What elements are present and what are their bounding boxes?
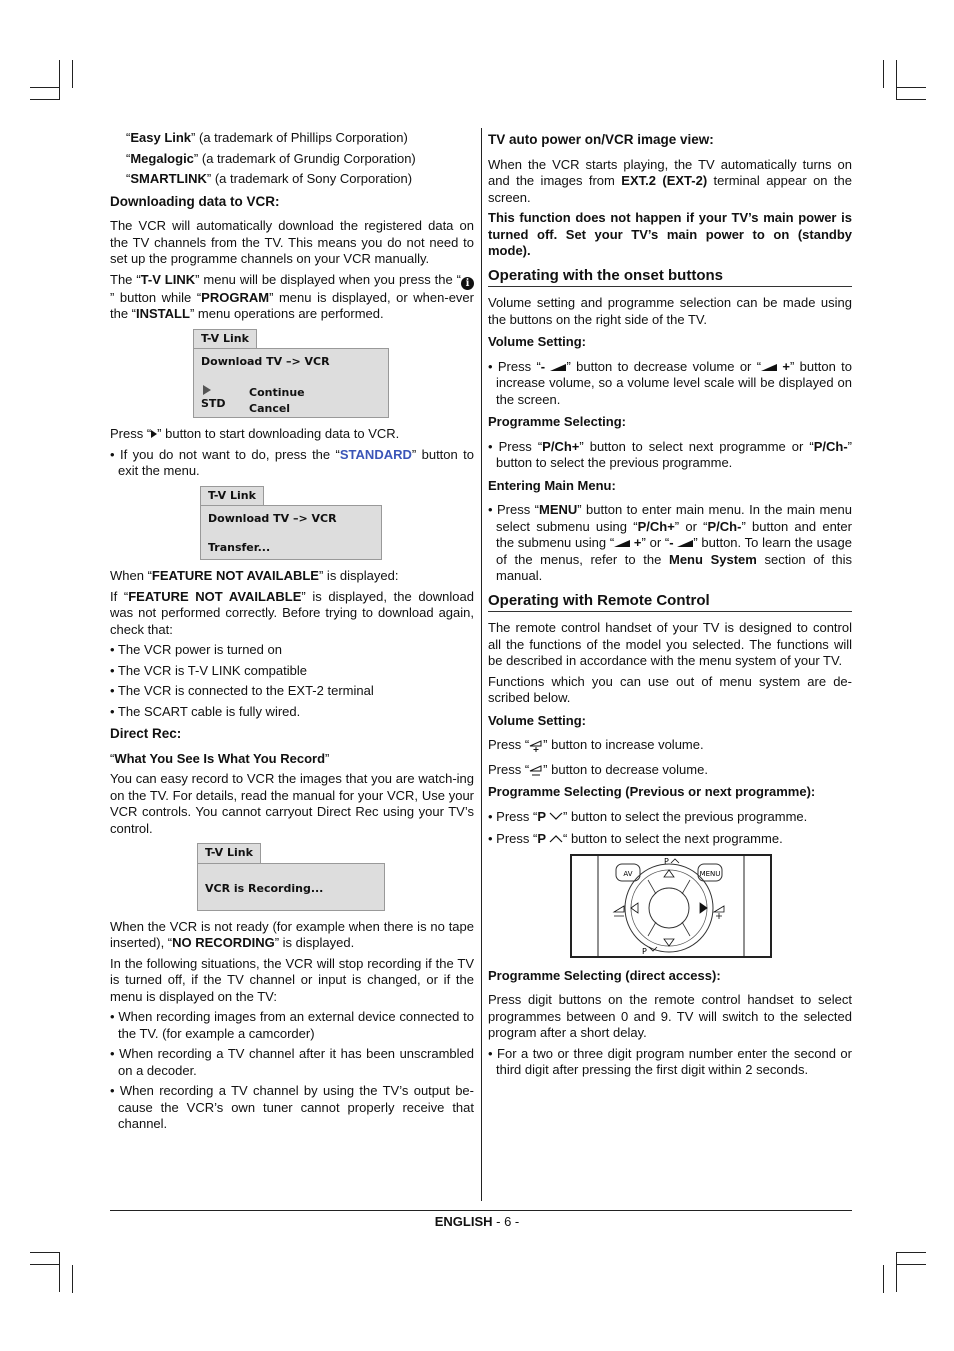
section-heading: Operating with the onset buttons (488, 268, 852, 288)
subheading: Programme Selecting (Previous or next programme): (488, 784, 816, 799)
section-heading: Direct Rec: (110, 726, 182, 741)
subheading: Programme Selecting: (488, 414, 626, 429)
crop-mark (896, 1264, 926, 1265)
osd-vcr-recording (197, 843, 385, 911)
subheading: Volume Setting: (488, 712, 586, 728)
paragraph: Press “ ” button to increase volume. (488, 737, 704, 752)
footer-rule (110, 1210, 852, 1211)
bullet-item: • Press “P/Ch+” button to select next programme or “P/Ch-” button to select the previous programme. (488, 438, 852, 470)
bullet-item: • The SCART cable is fully wired. (110, 703, 301, 719)
osd-tvlink-transfer (200, 486, 382, 561)
osd-line: Transfer... (208, 540, 271, 554)
chevron-up-icon (671, 859, 679, 863)
paragraph: Volume setting and programme selection can be made using the buttons on the right side of the TV. (488, 295, 852, 327)
section-heading: TV auto power on/VCR image view: (488, 132, 714, 147)
osd-panel (200, 505, 382, 560)
arrow-down-icon (664, 939, 674, 946)
bullet-item: • Press “P “ button to select the next programme. (488, 831, 783, 846)
chevron-down-icon (549, 812, 563, 821)
osd-tvlink-download (193, 329, 389, 419)
av-label: AV (623, 869, 633, 878)
paragraph-bold: This function does not happen if your TV’s main power is turned off. Set your TV’s main power to on (standby mode). (488, 210, 852, 258)
trademark-line: “SMARTLINK” (a trademark of Sony Corporation) (126, 171, 413, 186)
osd-tab: T-V Link (197, 843, 261, 863)
crop-mark (896, 1252, 926, 1253)
volume-wedge-icon (677, 540, 693, 547)
paragraph: Press “ ” button to start downloading data to VCR. (110, 426, 400, 441)
arrow-left-icon (631, 903, 638, 913)
subheading: Volume Setting: (488, 334, 586, 349)
crop-mark (883, 1265, 884, 1293)
subheading: Entering Main Menu: (488, 477, 616, 493)
osd-panel (193, 348, 389, 418)
crop-mark (59, 1252, 60, 1292)
crop-mark (30, 99, 60, 100)
osd-std: STD (201, 396, 226, 410)
bullet-item: • The VCR is connected to the EXT-2 terminal (110, 683, 374, 698)
bullet-item: • When recording a TV channel after it has been unscrambled on a decoder. (110, 1046, 474, 1078)
crop-mark (896, 87, 926, 88)
crop-mark (896, 1252, 897, 1292)
osd-line: VCR is Recording... (205, 881, 324, 895)
volume-up-icon (529, 738, 543, 752)
osd-tab: T-V Link (200, 486, 264, 506)
crop-mark (72, 1265, 73, 1293)
arrow-up-icon (664, 870, 674, 877)
p-up-label: P (664, 856, 669, 866)
remote-control-illustration (570, 854, 772, 958)
left-column (110, 130, 474, 1137)
volume-down-icon (529, 763, 543, 777)
bullet-item: • The VCR is T-V LINK compatible (110, 662, 307, 678)
crop-mark (30, 1252, 60, 1253)
paragraph: In the following situations, the VCR will stop recording if the TV is turned off, if the TV channel or input is changed, or if the menu is displayed on the TV: (110, 955, 474, 1004)
crop-mark (72, 60, 73, 88)
bullet-item: • The VCR power is turned on (110, 642, 282, 657)
crop-mark (30, 1264, 60, 1265)
crop-mark (59, 60, 60, 100)
paragraph: “What You See Is What You Record” (110, 750, 330, 766)
bullet-item: • Press “MENU” button to enter main menu. In the main menu select submenu using “P/Ch+” or “P/Ch-” button and enter the submenu using “ +” or “- ” button. To learn the usage of the menus, refer to the Menu System section of this manual. (488, 502, 852, 583)
paragraph: Press “ ” button to decrease volume. (488, 761, 708, 777)
p-down-label: P (642, 946, 647, 956)
paragraph: The “T-V LINK” menu will be displayed when you press the “ i” button while “PROGRAM” menu is displayed, or when-ever the “INSTALL” menu operations are performed. (110, 271, 474, 321)
subheading: Programme Selecting (direct access): (488, 967, 721, 983)
section-heading: Operating with Remote Control (488, 593, 852, 613)
crop-mark (30, 87, 60, 88)
osd-cancel: Cancel (249, 402, 291, 415)
bullet-item: • If you do not want to do, press the “STANDARD” button to exit the menu. (110, 446, 474, 478)
column-divider (481, 128, 482, 1201)
right-column (488, 130, 852, 1083)
crop-mark (896, 99, 926, 100)
osd-option-labels (249, 383, 305, 418)
bullet-item: • When recording images from an external device connected to the TV. (for example a camcorder) (110, 1009, 474, 1041)
volume-wedge-icon (550, 364, 566, 371)
osd-line: Download TV –> VCR (201, 355, 330, 368)
info-icon: i (461, 277, 474, 290)
osd-line: Download TV –> VCR (208, 512, 337, 525)
volume-down-icon (614, 906, 624, 916)
volume-up-icon (714, 906, 724, 919)
paragraph: The remote control handset of your TV is designed to control all the functions of the model you selected. The functions will be described in accordance with the menu system of your TV. (488, 620, 852, 668)
menu-label: MENU (699, 869, 721, 878)
section-heading: Downloading data to VCR: (110, 193, 280, 209)
volume-wedge-icon (614, 540, 630, 547)
trademark-line: “Megalogic” (a trademark of Grundig Corporation) (126, 150, 416, 166)
remote-diagram (572, 856, 770, 956)
bullet-item: • For a two or three digit program number enter the second or third digit after pressing the first digit within 2 seconds. (488, 1045, 852, 1077)
paragraph: Press digit buttons on the remote control handset to select programmes between 0 and 9. TV will switch to the selected program after a short delay. (488, 992, 852, 1040)
bullet-item: • Press “P ” button to select the previous programme. (488, 808, 808, 824)
paragraph: If “FEATURE NOT AVAILABLE” is displayed, the download was not performed correctly. Before trying to download again, check that: (110, 588, 474, 637)
paragraph: When “FEATURE NOT AVAILABLE” is displayed: (110, 568, 399, 583)
osd-tab: T-V Link (193, 329, 257, 349)
crop-mark (896, 60, 897, 100)
osd-option-keys (201, 383, 249, 418)
bullet-item: • When recording a TV channel by using the TV’s output be-cause the VCR’s own tuner cannot properly receive that channel. (110, 1083, 474, 1131)
arrow-right-icon (700, 903, 707, 913)
paragraph: When the VCR starts playing, the TV automatically turns on and the images from EXT.2 (EXT-2) terminal appear on the screen. (488, 156, 853, 205)
bullet-item: • Press “- ” button to decrease volume or “ +” button to increase volume, so a volume level scale will be displayed on the screen. (488, 358, 852, 407)
chevron-up-icon (549, 834, 563, 843)
osd-continue: Continue (249, 385, 305, 399)
paragraph: The VCR will automatically download the registered data on the TV channels from the TV. This means you do not need to set up the programme channels on your VCR manually. (110, 218, 474, 266)
paragraph: You can easy record to VCR the images that you are watch-ing on the TV. For details, read the manual for your VCR, Use your VCR controls. You cannot carryout Direct Rec using your TV’s control. (110, 771, 474, 836)
page-footer: ENGLISH - 6 - (434, 1214, 520, 1229)
osd-panel (197, 863, 385, 911)
paragraph: Functions which you can use out of menu system are de-scribed below. (488, 673, 852, 705)
paragraph: When the VCR is not ready (for example when there is no tape inserted), “NO RECORDING” is displayed. (110, 918, 474, 950)
volume-wedge-icon (761, 364, 777, 371)
osd-option-row (201, 383, 381, 418)
crop-mark (883, 60, 884, 88)
trademark-line: “Easy Link” (a trademark of Phillips Corporation) (126, 130, 408, 145)
play-icon (203, 385, 211, 395)
